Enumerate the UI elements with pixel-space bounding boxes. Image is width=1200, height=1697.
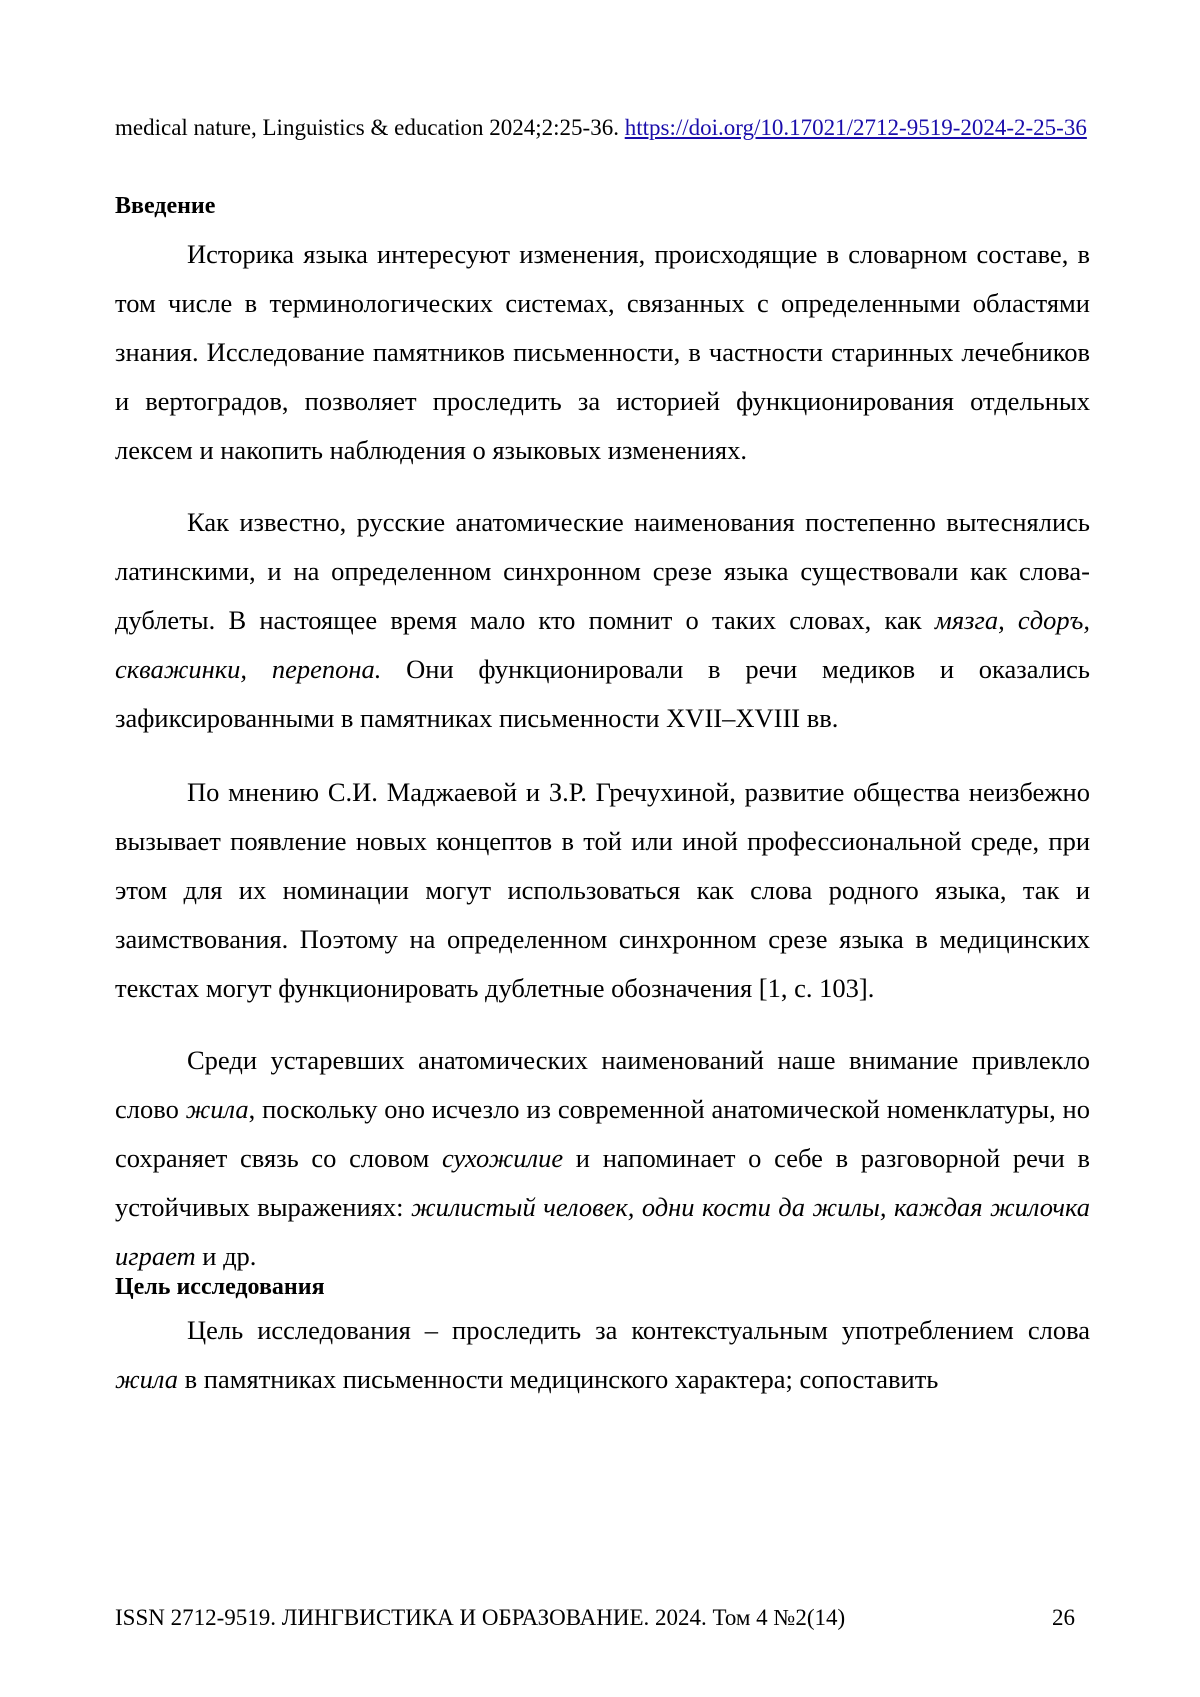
paragraph-2-italic-terms: мязга, сдоръ, скважинки, перепона. bbox=[115, 605, 1090, 684]
paragraph-2 bbox=[115, 498, 1090, 743]
paragraph-2-text-b: Они функционировали в речи медиков и оказались зафиксированными в памятниках письменности XVII–XVIII вв. bbox=[115, 654, 1090, 733]
paragraph-2-text-a: Как известно, русские анатомические наименования постепенно вытеснялись латинскими, и на определенном синхронном срезе языка существовали как слова-дублеты. В настоящее время мало кто помнит о таких словах, как bbox=[115, 507, 1090, 635]
page-footer bbox=[115, 1605, 1075, 1631]
paragraph-5-text-a: Цель исследования – проследить за контекстуальным употреблением слова bbox=[187, 1315, 1090, 1345]
footer-page-number: 26 bbox=[1052, 1605, 1075, 1631]
paragraph-4-italic-word-sukhozhilie: сухожилие bbox=[442, 1143, 563, 1173]
paragraph-3: По мнению С.И. Маджаевой и З.Р. Гречухиной, развитие общества неизбежно вызывает появление новых концептов в той или иной профессиональной среде, при этом для их номинации могут использоваться как слова родного языка, так и заимствования. Поэтому на определенном синхронном срезе языка в медицинских текстах могут функционировать дублетные обозначения [1, с. 103]. bbox=[115, 768, 1090, 1013]
paragraph-5-italic-word-zhila: жила bbox=[115, 1364, 178, 1394]
paragraph-5 bbox=[115, 1306, 1090, 1404]
paragraph-4-text-a: Среди устаревших анатомических наименований наше внимание привлекло слово bbox=[115, 1045, 1090, 1124]
reference-text: medical nature, Linguistics & education 2024;2:25-36. bbox=[115, 115, 625, 140]
section-heading-introduction: Введение bbox=[115, 190, 215, 222]
footer-journal-info: ISSN 2712-9519. ЛИНГВИСТИКА И ОБРАЗОВАНИЕ. 2024. Том 4 №2(14) bbox=[115, 1605, 845, 1631]
paragraph-4-text-d: и др. bbox=[196, 1241, 257, 1271]
paragraph-1: Историка языка интересуют изменения, происходящие в словарном составе, в том числе в терминологических системах, связанных с определенными областями знания. Исследование памятников письменности, в частности старинных лечебников и вертоградов, позволяет проследить за историей функционирования отдельных лексем и накопить наблюдения о языковых изменениях. bbox=[115, 230, 1090, 475]
section-heading-goal: Цель исследования bbox=[115, 1271, 325, 1303]
paragraph-4-italic-word-zhila: жила bbox=[186, 1094, 249, 1124]
paragraph-4-italic-expressions: жилистый человек, одни кости да жилы, каждая жилочка играет bbox=[115, 1192, 1090, 1271]
doi-link[interactable]: https://doi.org/10.17021/2712-9519-2024-2-25-36 bbox=[625, 115, 1087, 140]
paragraph-4-text-c: и напоминает о себе в разговорной речи в устойчивых выражениях: bbox=[115, 1143, 1090, 1222]
paragraph-4-text-b: , поскольку оно исчезло из современной анатомической номенклатуры, но сохраняет связь со словом bbox=[115, 1094, 1090, 1173]
paragraph-5-text-b: в памятниках письменности медицинского характера; сопоставить bbox=[178, 1364, 938, 1394]
reference-citation bbox=[115, 112, 1090, 144]
paragraph-4 bbox=[115, 1036, 1090, 1281]
